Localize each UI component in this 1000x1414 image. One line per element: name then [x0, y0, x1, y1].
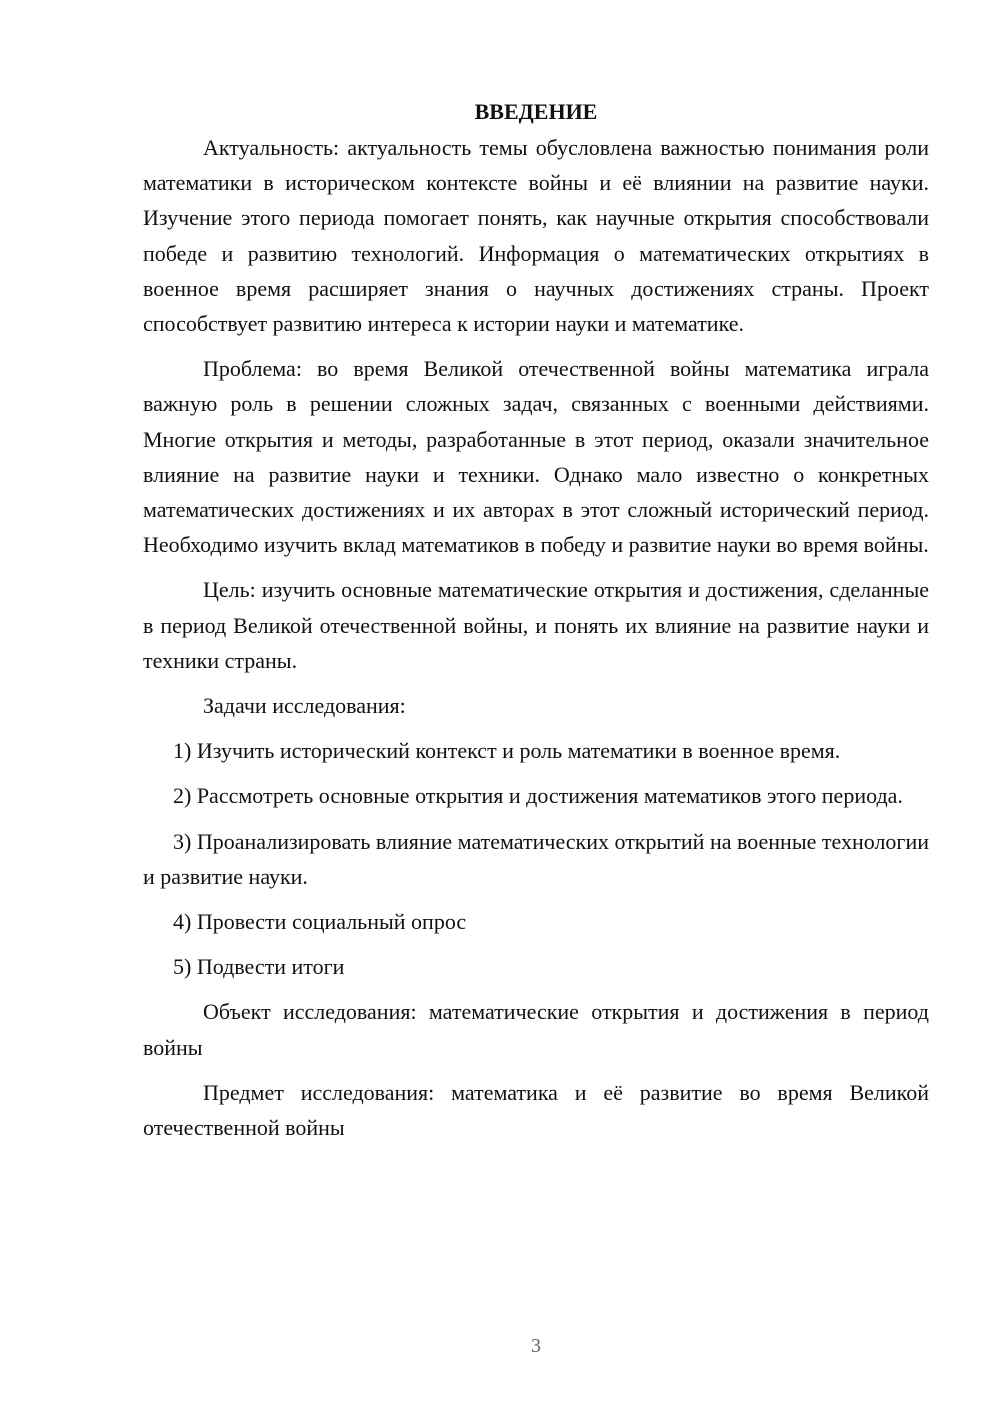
page-number: 3: [531, 1335, 541, 1357]
task-item-1: 1) Изучить исторический контекст и роль математики в военное время.: [173, 738, 841, 764]
task-item-2: 2) Рассмотреть основные открытия и достижения математиков этого периода.: [173, 783, 903, 809]
research-subject-paragraph: Предмет исследования: математика и её развитие во время Великой отечественной войны: [143, 1079, 929, 1141]
task-item-5: 5) Подвести итоги: [173, 954, 345, 980]
task-item-3: 3) Проанализировать влияние математических открытий на военные технологии и развитие науки.: [143, 828, 929, 889]
research-object-paragraph: Объект исследования: математические открытия и достижения в период войны: [143, 999, 929, 1060]
task-item-4: 4) Провести социальный опрос: [173, 909, 467, 935]
page-content: [143, 94, 929, 1155]
goal-paragraph: Цель: изучить основные математические открытия и достижения, сделанные в период Великой отечественной войны, и понять их влияние на развитие науки и техники страны.: [143, 577, 929, 673]
tasks-heading: Задачи исследования:: [203, 693, 406, 719]
relevance-paragraph: Актуальность: актуальность темы обусловлена важностью понимания роли математики в историческом контексте войны и её влиянии на развитие науки. Изучение этого периода помогает понять, как научные открытия способствовали победе и развитию технологий. Информация о математических открытиях в военное время расширяет знания о научных достижениях страны. Проект способствует развитию интереса к истории науки и математике.: [143, 135, 929, 337]
problem-paragraph: Проблема: во время Великой отечественной войны математика играла важную роль в решении сложных задач, связанных с военными действиями. Многие открытия и методы, разработанные в этот период, оказали значительное влияние на развитие науки и техники. Однако мало известно о конкретных математических достижениях и их авторах в этот сложный исторический период. Необходимо изучить вклад математиков в победу и развитие науки во время войны.: [143, 356, 929, 558]
section-title: ВВЕДЕНИЕ: [474, 99, 598, 124]
